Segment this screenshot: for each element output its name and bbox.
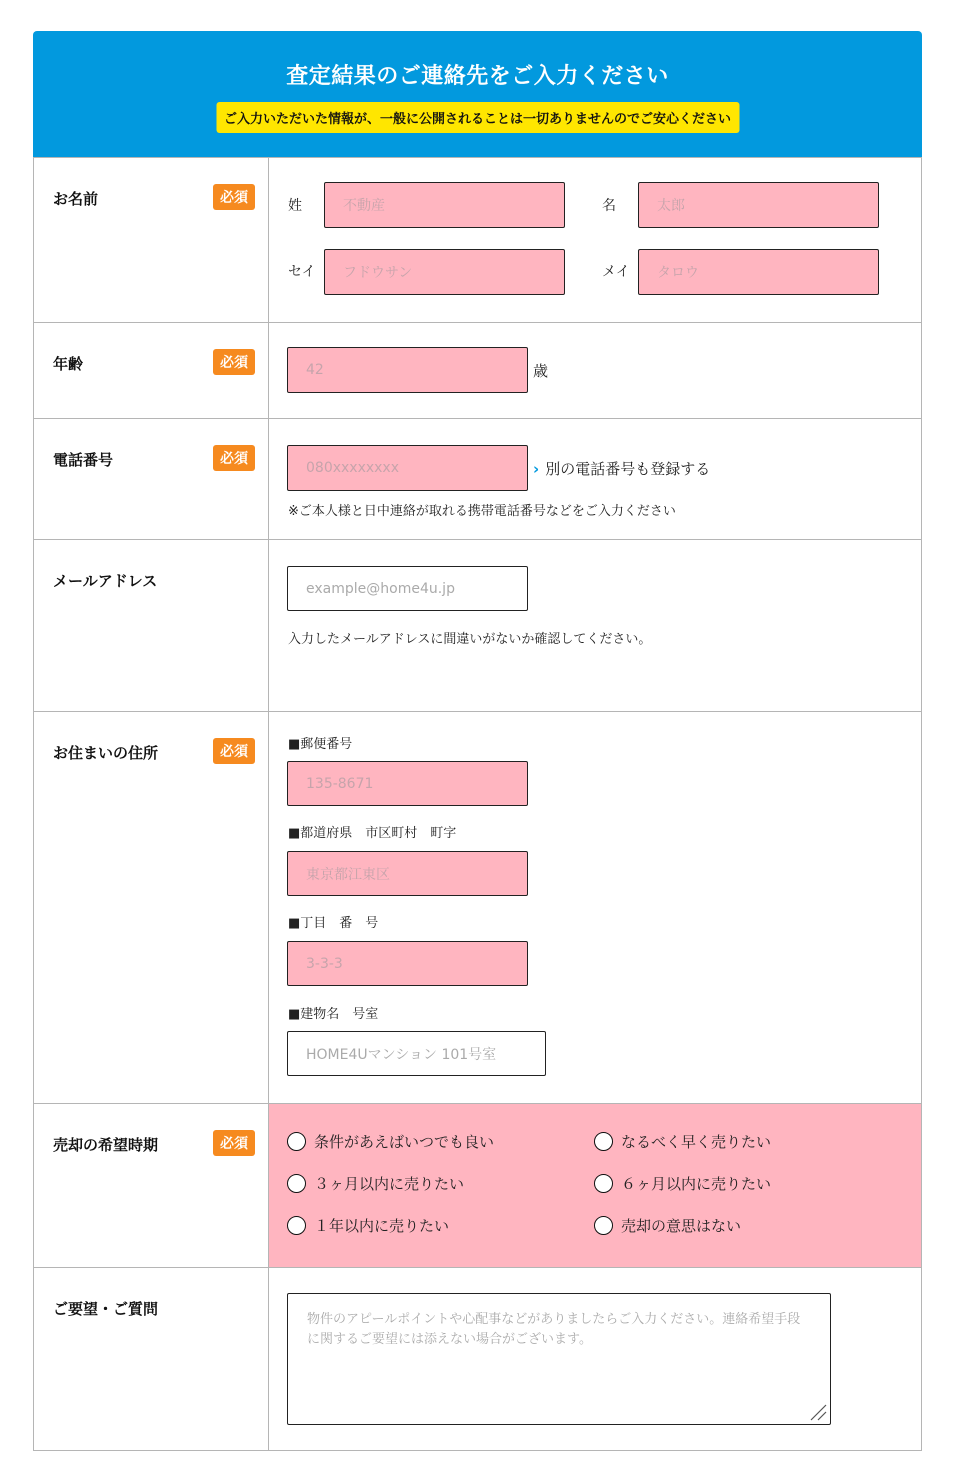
required-badge: 必須: [213, 738, 255, 764]
required-badge: 必須: [213, 184, 255, 210]
prefecture-label: ■都道府県 市区町村 町字: [288, 826, 457, 841]
address-label: お住まいの住所: [53, 744, 159, 762]
radio-icon: [287, 1132, 306, 1151]
sei-kana-input[interactable]: フドウサン: [324, 249, 565, 295]
chome-label: ■丁目 番 号: [288, 916, 379, 931]
timing-option-no-intent[interactable]: [594, 1215, 741, 1236]
required-badge: 必須: [213, 445, 255, 471]
timing-option-1year[interactable]: [287, 1215, 449, 1236]
postal-code-input[interactable]: 135-8671: [287, 761, 528, 806]
required-badge: 必須: [213, 349, 255, 375]
request-label: ご要望・ご質問: [53, 1300, 159, 1318]
mei-kana-label: メイ: [602, 264, 630, 280]
option-label: ３ヶ月以内に売りたい: [314, 1175, 465, 1193]
mei-kanji-input[interactable]: 太郎: [638, 182, 879, 228]
option-label: なるべく早く売りたい: [621, 1133, 772, 1151]
timing-option-6months[interactable]: [594, 1173, 771, 1194]
sei-kana-label: セイ: [288, 264, 316, 280]
sei-kanji-input[interactable]: 不動産: [324, 182, 565, 228]
timing-label: 売却の希望時期: [53, 1136, 159, 1154]
radio-icon: [594, 1216, 613, 1235]
phone-note: ※ご本人様と日中連絡が取れる携帯電話番号などをご入力ください: [288, 504, 676, 519]
building-label: ■建物名 号室: [288, 1007, 379, 1022]
contact-form: [33, 31, 922, 1451]
mei-kanji-label: 名: [602, 198, 616, 214]
email-note: 入力したメールアドレスに間違いがないか確認してください。: [288, 632, 652, 647]
resize-handle-icon[interactable]: [807, 1401, 827, 1421]
name-label: お名前: [53, 190, 99, 208]
radio-icon: [287, 1174, 306, 1193]
option-label: 売却の意思はない: [621, 1217, 742, 1235]
timing-option-anytime[interactable]: [287, 1131, 494, 1152]
privacy-note: ご入力いただいた情報が、一般に公開されることは一切ありませんのでご安心ください: [216, 102, 739, 133]
request-row: [34, 1268, 922, 1451]
request-textarea[interactable]: [287, 1293, 831, 1425]
option-label: ６ヶ月以内に売りたい: [621, 1175, 772, 1193]
option-label: 条件があえばいつでも良い: [314, 1133, 495, 1151]
chevron-right-icon: ›: [533, 460, 540, 478]
radio-icon: [594, 1132, 613, 1151]
email-input[interactable]: example@home4u.jp: [287, 566, 528, 611]
address-row: [34, 712, 922, 1104]
add-phone-link[interactable]: [533, 458, 710, 479]
chome-input[interactable]: 3-3-3: [287, 941, 528, 986]
request-placeholder: 物件のアピールポイントや心配事などがありましたらご入力ください。連絡希望手段に関するご要望には添えない場合がございます。: [307, 1312, 801, 1347]
prefecture-city-input[interactable]: 東京都江東区: [287, 851, 528, 896]
form-title: 査定結果のご連絡先をご入力ください: [286, 64, 669, 89]
mei-kana-input[interactable]: タロウ: [638, 249, 879, 295]
phone-label: 電話番号: [53, 451, 114, 469]
option-label: １年以内に売りたい: [314, 1217, 450, 1235]
radio-icon: [594, 1174, 613, 1193]
timing-option-asap[interactable]: [594, 1131, 771, 1152]
building-input[interactable]: HOME4Uマンション 101号室: [287, 1031, 546, 1076]
age-unit: 歳: [533, 362, 549, 380]
form-table: [33, 157, 922, 1451]
email-label: メールアドレス: [53, 572, 158, 590]
postal-label: ■郵便番号: [288, 737, 353, 752]
age-input[interactable]: 42: [287, 347, 528, 393]
age-label: 年齢: [53, 355, 84, 373]
timing-row: [34, 1104, 922, 1268]
age-row: [34, 323, 922, 419]
phone-row: [34, 419, 922, 540]
add-phone-text: 別の電話番号も登録する: [545, 460, 711, 478]
sei-kanji-label: 姓: [288, 198, 302, 214]
phone-input[interactable]: 080xxxxxxxx: [287, 445, 528, 491]
required-badge: 必須: [213, 1130, 255, 1156]
email-row: [34, 540, 922, 712]
form-header: [33, 31, 922, 157]
name-row: [34, 158, 922, 323]
timing-option-3months[interactable]: [287, 1173, 464, 1194]
radio-icon: [287, 1216, 306, 1235]
